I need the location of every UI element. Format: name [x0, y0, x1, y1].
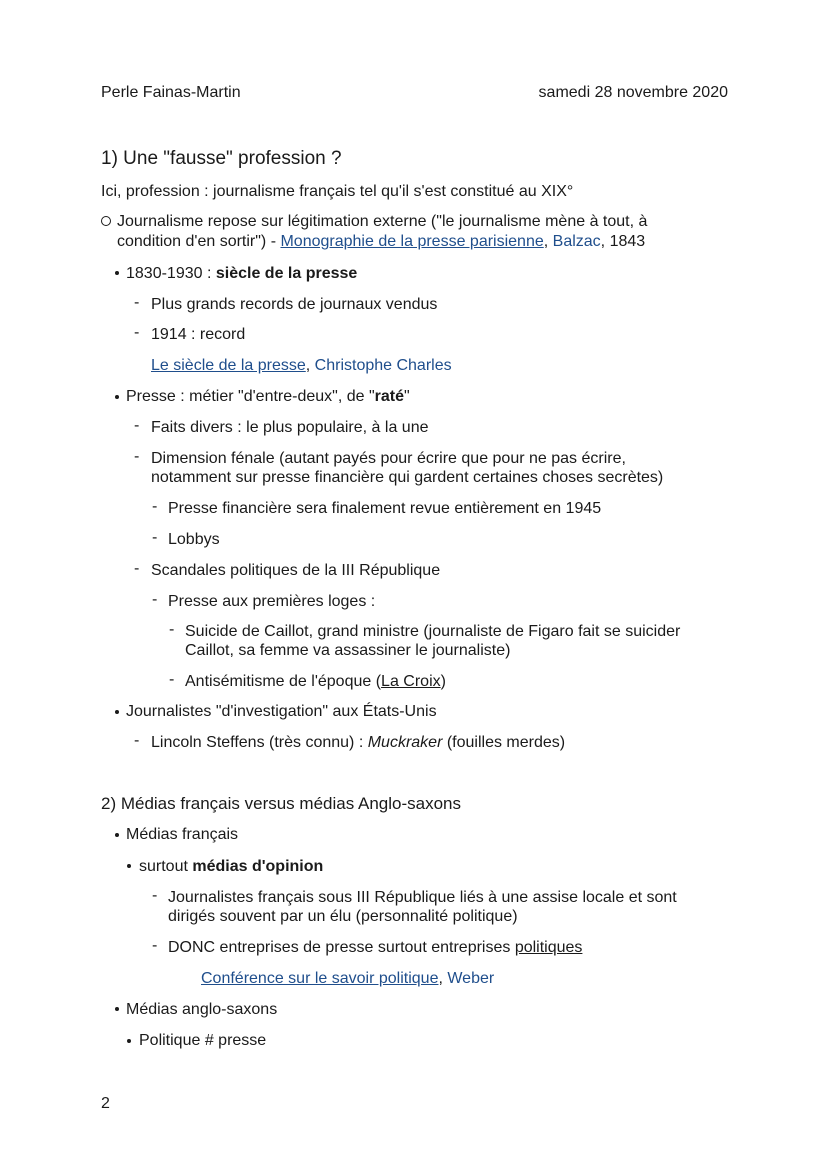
dash-icon: -: [134, 294, 140, 311]
bullet-suffix: ": [404, 388, 410, 405]
dash-icon: -: [134, 417, 140, 434]
circle-item-line2: [117, 232, 645, 252]
separator: ,: [438, 970, 448, 987]
dash-icon: -: [152, 498, 158, 515]
ref-siecle-presse: [151, 356, 452, 376]
dash-lobbys: Lobbys: [168, 531, 220, 548]
year: , 1843: [600, 233, 646, 250]
dash-scandales: Scandales politiques de la III République: [151, 562, 441, 579]
underlined-text: politiques: [514, 939, 583, 956]
text: surtout: [139, 858, 193, 875]
bullet-icon: [127, 864, 131, 868]
la-croix-link[interactable]: La Croix: [381, 673, 441, 690]
dash-icon: -: [169, 671, 175, 688]
dash-icon: -: [134, 732, 140, 749]
conference-link[interactable]: Conférence sur le savoir politique: [201, 970, 439, 987]
siecle-presse-link[interactable]: Le siècle de la presse: [151, 357, 306, 374]
dash-records: Plus grands records de journaux vendus: [151, 296, 438, 313]
bullet-icon: [115, 833, 119, 837]
dash-icon: -: [152, 529, 158, 546]
dash-caillot-line1: Suicide de Caillot, grand ministre (journaliste de Figaro fait se suicider: [185, 623, 681, 640]
dash-steffens: [151, 733, 565, 753]
dash-icon: -: [152, 937, 158, 954]
weber-author: Weber: [447, 970, 495, 987]
bullet-icon: [115, 710, 119, 714]
bullet-investigation: Journalistes "d'investigation" aux États-Unis: [126, 703, 437, 720]
circle-item-line1: Journalisme repose sur légitimation externe ("le journalisme mène à tout, à: [117, 213, 648, 230]
dash-icon: -: [152, 591, 158, 608]
circle-item-text: condition d'en sortir") -: [117, 233, 281, 250]
dash-icon: -: [134, 560, 140, 577]
dash-antisemitisme: [185, 672, 446, 692]
text: Antisémitisme de l'époque (: [185, 673, 382, 690]
bullet-prefix: Presse : métier "d'entre-deux", de ": [126, 388, 375, 405]
dash-faits-divers: Faits divers : le plus populaire, à la une: [151, 419, 429, 436]
dash-fenale-line2: notamment sur presse financière qui gardent certaines choses secrètes): [151, 469, 664, 486]
bullet-icon: [115, 271, 119, 275]
section-1-intro: Ici, profession : journalisme français tel qu'il s'est constitué au XIX°: [101, 183, 574, 200]
italic-term: Muckraker: [367, 734, 443, 751]
document-date: samedi 28 novembre 2020: [538, 84, 728, 101]
dash-donc: [168, 938, 582, 958]
bullet-icon: [115, 395, 119, 399]
monographie-link[interactable]: Monographie de la presse parisienne: [280, 233, 544, 250]
bullet-politique-presse: Politique # presse: [139, 1032, 267, 1049]
charles-author: Christophe Charles: [314, 357, 452, 374]
separator: ,: [305, 357, 315, 374]
dash-1914: 1914 : record: [151, 326, 246, 343]
text: Lincoln Steffens (très connu) :: [151, 734, 368, 751]
hollow-bullet-icon: [101, 216, 111, 226]
bullet-siecle-presse: [126, 264, 357, 284]
dash-icon: -: [134, 448, 140, 465]
dash-journalistes-line1: Journalistes français sous III République liés à une assise locale et sont: [168, 889, 677, 906]
dash-premieres-loges: Presse aux premières loges :: [168, 593, 376, 610]
ref-weber: [201, 969, 494, 989]
bold-text: médias d'opinion: [192, 858, 324, 875]
text: ): [440, 673, 446, 690]
dash-icon: -: [152, 887, 158, 904]
bullet-metier: [126, 387, 410, 407]
bullet-icon: [115, 1007, 119, 1011]
bullet-bold: siècle de la presse: [215, 265, 358, 282]
author-name: Perle Fainas-Martin: [101, 84, 241, 101]
bullet-medias-francais: Médias français: [126, 826, 239, 843]
separator: ,: [543, 233, 553, 250]
dash-presse-financiere: Presse financière sera finalement revue entièrement en 1945: [168, 500, 602, 517]
text: DONC entreprises de presse surtout entreprises: [168, 939, 515, 956]
bullet-icon: [127, 1039, 131, 1043]
dash-icon: -: [134, 324, 140, 341]
balzac-author: Balzac: [552, 233, 601, 250]
bullet-bold: raté: [374, 388, 405, 405]
bullet-medias-anglo: Médias anglo-saxons: [126, 1001, 278, 1018]
section-2-title: 2) Médias français versus médias Anglo-saxons: [101, 794, 461, 813]
bullet-prefix: 1830-1930 :: [126, 265, 216, 282]
section-1-title: 1) Une "fausse" profession ?: [101, 148, 342, 169]
bullet-medias-opinion: [139, 857, 323, 877]
dash-fenale-line1: Dimension fénale (autant payés pour écrire que pour ne pas écrire,: [151, 450, 626, 467]
text: (fouilles merdes): [442, 734, 566, 751]
dash-icon: -: [169, 621, 175, 638]
dash-caillot-line2: Caillot, sa femme va assassiner le journaliste): [185, 642, 511, 659]
dash-journalistes-line2: dirigés souvent par un élu (personnalité politique): [168, 908, 518, 925]
page-number: 2: [101, 1095, 110, 1112]
